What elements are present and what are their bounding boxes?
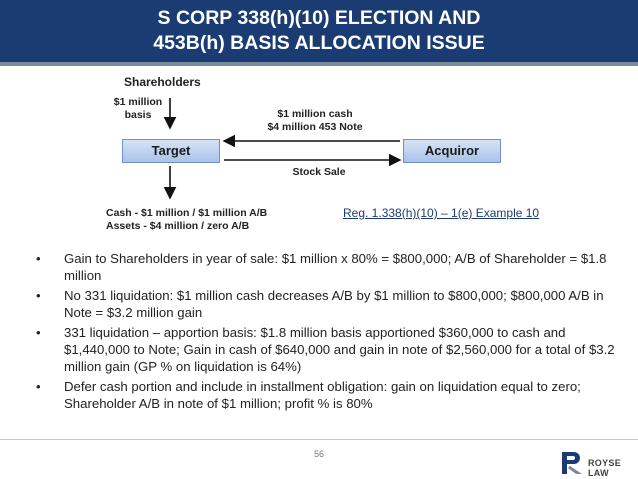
- acquiror-box: Acquiror: [403, 139, 501, 163]
- shareholders-label: Shareholders: [124, 75, 201, 89]
- royse-law-logo-icon: [560, 450, 584, 476]
- bullet-item: [36, 251, 616, 284]
- target-assets-note: [106, 207, 267, 233]
- slide-title: [0, 6, 638, 56]
- bullet-item: [36, 379, 616, 412]
- basis-label: [113, 96, 163, 122]
- transaction-diagram: [0, 66, 638, 246]
- stock-sale-label: Stock Sale: [292, 166, 346, 178]
- regulation-reference: Reg. 1.338(h)(10) – 1(e) Example 10: [343, 206, 540, 220]
- payment-label-line-1: $1 million cash: [277, 108, 353, 120]
- bullet-item: [36, 288, 616, 321]
- diagram-arrows: [0, 66, 638, 246]
- bullet-marker: •: [36, 251, 41, 266]
- footer-divider: [0, 439, 638, 440]
- bullet-item: [36, 325, 616, 375]
- target-note-line-2: Assets - $4 million / zero A/B: [106, 220, 250, 232]
- title-banner: [0, 0, 638, 62]
- slide-title-line-2: 453B(h) BASIS ALLOCATION ISSUE: [153, 32, 485, 54]
- target-box: Target: [122, 139, 220, 163]
- bullet-text: No 331 liquidation: $1 million cash decreases A/B by $1 million to $800,000; $800,000 A/B in Note = $3.2 million gain: [64, 288, 604, 320]
- bullet-text: 331 liquidation – apportion basis: $1.8 million basis apportioned $360,000 to cash and $1,440,000 to Note; Gain in cash of $640,000 and gain in note of $2,560,000 for a total of $3.2 million gain (GP % on liquidation is 64%): [64, 325, 615, 374]
- bullet-list: [36, 251, 616, 416]
- bullet-marker: •: [36, 288, 41, 304]
- payment-label: [250, 108, 380, 134]
- bullet-text: Defer cash portion and include in installment obligation: gain on liquidation equal to zero; Shareholder A/B in note of $1 million; profit % is 80%: [64, 379, 581, 411]
- bullet-marker: •: [36, 379, 41, 395]
- royse-law-logo: [560, 450, 638, 476]
- slide-title-line-1: S CORP 338(h)(10) ELECTION AND: [157, 7, 481, 29]
- basis-label-line-2: basis: [124, 109, 152, 121]
- bullet-text: Gain to Shareholders in year of sale: $1 million x 80% = $800,000; A/B of Shareholder = $1.8 million: [64, 251, 607, 283]
- basis-label-line-1: $1 million: [113, 96, 163, 108]
- target-note-line-1: Cash - $1 million / $1 million A/B: [106, 207, 268, 219]
- logo-text: ROYSE LAW: [588, 458, 622, 478]
- page-number: 56: [313, 449, 324, 459]
- payment-label-line-2: $4 million 453 Note: [267, 121, 363, 133]
- bullet-marker: •: [36, 325, 41, 341]
